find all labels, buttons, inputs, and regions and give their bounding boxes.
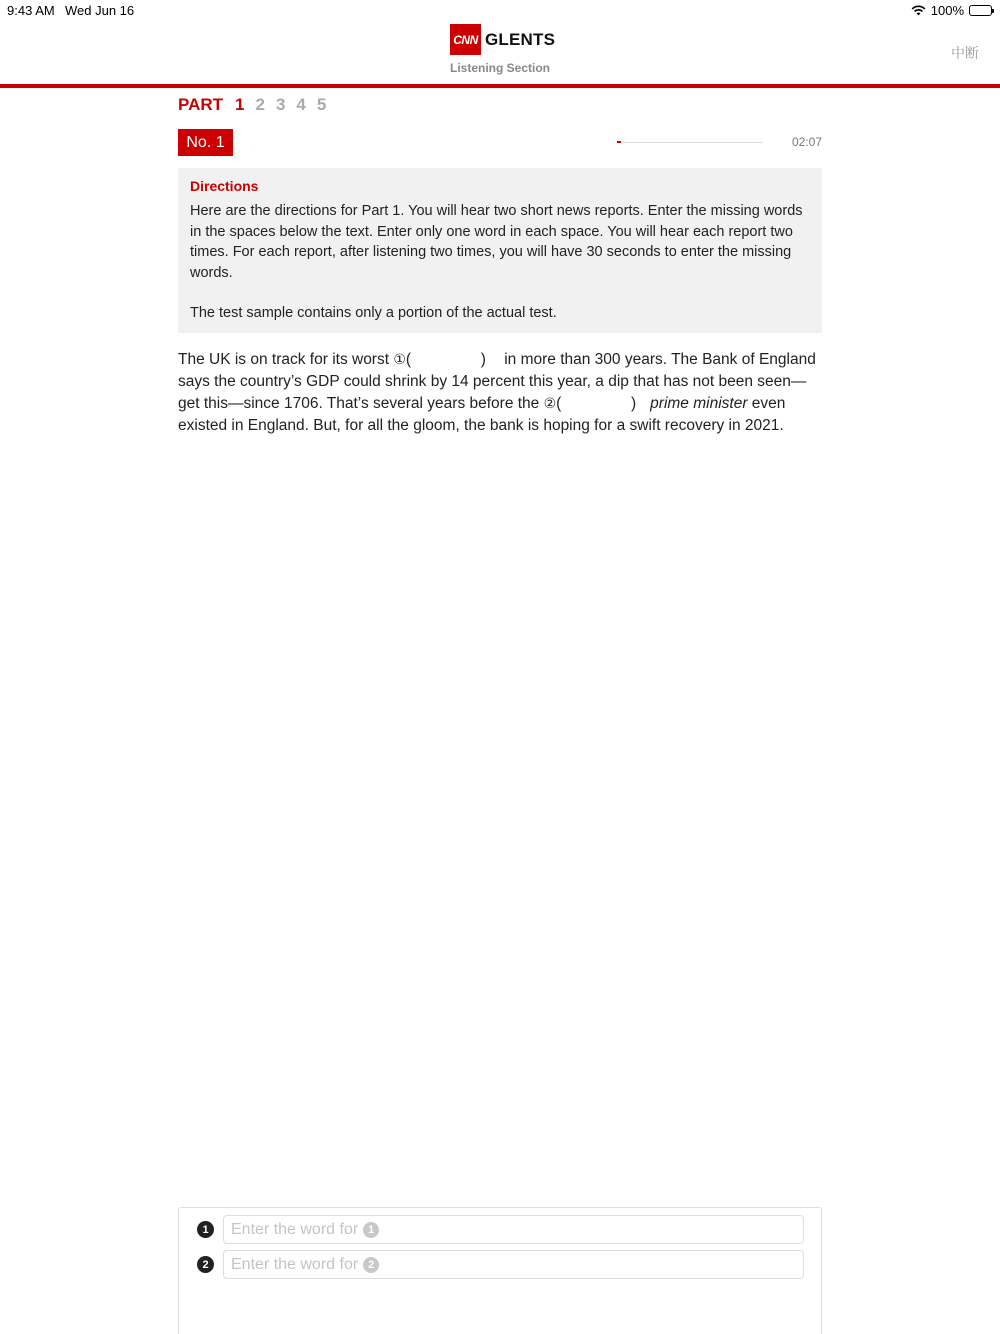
status-time: 9:43 AM: [7, 3, 55, 18]
passage-segment: The UK is on track for its worst: [178, 351, 394, 368]
logo: [450, 24, 555, 55]
answer-input-1[interactable]: [223, 1215, 804, 1244]
audio-progress-fill: [617, 141, 621, 143]
placeholder-marker-2-icon: 2: [363, 1257, 379, 1273]
directions-title: Directions: [190, 178, 259, 194]
part-tab-2[interactable]: 2: [255, 95, 265, 114]
answer-number-1-icon: 1: [197, 1221, 214, 1238]
blank-marker-2: ②: [543, 396, 557, 412]
answer-row-2: [197, 1250, 804, 1279]
answer-placeholder-2: Enter the word for: [231, 1255, 359, 1273]
directions-note: The test sample contains only a portion of the actual test.: [190, 305, 557, 321]
battery-percent: 100%: [930, 3, 964, 18]
placeholder-marker-1-icon: 1: [363, 1222, 379, 1238]
wifi-icon: [911, 5, 926, 16]
audio-progress-bar: [617, 142, 763, 143]
status-bar: [0, 0, 1000, 20]
answer-input-2[interactable]: [223, 1250, 804, 1279]
answer-number-2-icon: 2: [197, 1256, 214, 1273]
blank-marker-1: ①: [393, 352, 406, 368]
cnn-logo-icon: CNN: [450, 24, 481, 55]
directions-body: Here are the directions for Part 1. You will hear two short news reports. Enter the missing words in the spaces below the text. Enter only one word in each space. You will hear each report two times. For each report, after listening two times, you will have 30 seconds to enter the missing words.: [190, 203, 803, 281]
part-nav: [178, 95, 337, 115]
passage-segment: in more than 300 years. The Bank of England says the country’s GDP could shrink by 14 percent this year, a dip that has not been seen—get this—since 1706. That’s several years before the: [178, 351, 816, 412]
countdown-timer: 02:07: [791, 135, 822, 149]
part-label: PART: [178, 95, 224, 114]
answer-panel: [178, 1207, 822, 1334]
passage-segment: even existed in England. But, for all the gloom, the bank is hoping for a swift recovery in 2021.: [178, 395, 786, 434]
battery-icon: [969, 5, 992, 16]
brand-name: GLENTS: [485, 29, 556, 49]
section-label: Listening Section: [449, 61, 550, 75]
status-date: Wed Jun 16: [65, 3, 135, 18]
question-number-badge: No. 1: [178, 129, 233, 156]
part-tab-5[interactable]: 5: [316, 95, 327, 114]
passage-italic: prime minister: [650, 395, 748, 412]
part-tab-4[interactable]: 4: [296, 95, 306, 114]
blank-1: ( ): [405, 351, 486, 368]
passage-text: [178, 349, 822, 437]
status-indicators: [911, 3, 992, 18]
answer-row-1: [197, 1215, 804, 1244]
blank-2: ( ): [556, 395, 637, 412]
part-tab-3[interactable]: 3: [275, 95, 286, 114]
app-header: [0, 20, 1000, 84]
directions-panel: [178, 168, 822, 333]
answer-placeholder-1: Enter the word for: [231, 1220, 359, 1238]
part-tab-1[interactable]: 1: [235, 95, 245, 114]
header-divider: [0, 84, 1000, 88]
abort-button[interactable]: 中断: [951, 46, 979, 62]
